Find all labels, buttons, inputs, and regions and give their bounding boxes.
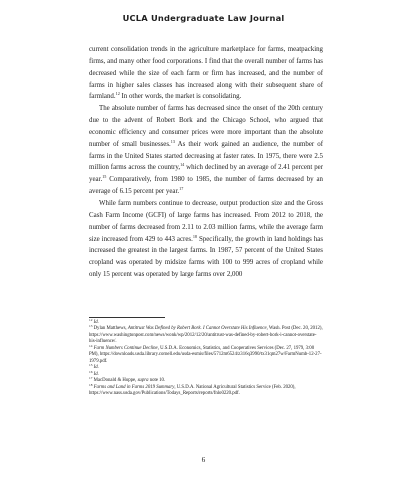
footnote-ref-17[interactable]: 17 bbox=[179, 186, 184, 192]
footnote-14-link[interactable]: , U.S.D.A. Economics, Statistics, and Cooperatives Services (Dec. 27, 1979, 3:00 PM), https://downloads.usda.library.cornell.edu/usda-esmis/files/5712m6524/z316q3990/tx31qm27w/FarmNumb-12-27-1979.pdf. bbox=[89, 345, 322, 364]
main-text bbox=[89, 44, 323, 281]
footnote-divider bbox=[89, 317, 165, 318]
footnote-15: $^{15}$ Id. bbox=[89, 363, 99, 371]
footnotes bbox=[89, 320, 323, 397]
running-header: UCLA Undergraduate Law Journal bbox=[122, 13, 285, 23]
footnote-13-link[interactable]: , Wash. Post (Dec. 20, 2012), https://www.washingtonpost.com/news/wonk/wp/2012/12/20/antitrust-was-defined-by-robert-bork-i-cannot-overstate-his-influence/. bbox=[89, 326, 323, 345]
footnote-18: $^{18}$ Farms and Land in Farms 2019 Summary, U.S.D.A. National Agricultural Statistics Service (Feb. 2020), https://www.nass.usda.gov/Publications/Todays_Reports/reports/fnlo0220.pdf. bbox=[89, 382, 296, 396]
footnote-14: $^{14}$ Farm Numbers Continue Decline, U.S.D.A. Economics, Statistics, and Cooperatives Services (Dec. 27, 1979, 3:00 PM), https://downloads.usda.library.cornell.edu/usda-esmis/files/5712m6524/z316q3990/tx31qm27w/FarmNumb-12-27-1979.pdf. bbox=[89, 343, 322, 364]
footnote-13: $^{13}$ Dylan Matthews, Antitrust Was Defined by Robert Bork. I Cannot Overstate His Influence, Wash. Post (Dec. 20, 2012), https://www.washingtonpost.com/news/wonk/wp/2012/12/20/antitrust-was-defined-by-robert-bork-i-cannot-overstate-his-influence/. bbox=[89, 324, 323, 345]
footnote-ref-18[interactable]: 18 bbox=[192, 233, 197, 239]
paragraph-1: current consolidation trends in the agriculture marketplace for farms, meatpacking firms, and many other food corporations. I find that the overall number of farms has decreased while the size of each farm or firm has increased, and the number of farms in higher sales classes has increased along with their subsequent share of farmland.$^{12}$ In other words, the market is consolidating. bbox=[89, 46, 323, 101]
page-number: 6 bbox=[201, 455, 206, 464]
footnote-17: $^{17}$ MacDonald & Hoppe, supra note 10. bbox=[89, 376, 166, 384]
footnote-ref-15[interactable]: 15 bbox=[102, 174, 107, 180]
footnote-ref-13[interactable]: 13 bbox=[170, 138, 175, 144]
footnote-ref-12[interactable]: 12 bbox=[115, 91, 120, 97]
paragraph-3: While farm numbers continue to decrease, output production size and the Gross Cash Farm Income (GCFI) of large farms has increased. From 2012 to 2018, the number of farms decreased from 2.11 to 2.03 million farms, while the average farm size increased from 429 to 443 acres.$^{18}$ Specifically, the growth in land holdings has increased the greatest in the largest farms. In 1987, 57 percent of the United States cropland was operated by midsize farms with 100 to 999 acres of cropland while only 15 percent was operated by large farms over 2,000 bbox=[89, 199, 324, 279]
paragraph-2: The absolute number of farms has decreased since the onset of the 20th century due to the advent of Robert Bork and the Chicago School, who argued that economic efficiency and consumer prices were more important than the absolute number of small businesses.$^{13}$ As their work gained an audience, the number of farms in the United States started decreasing at faster rates. In 1975, there were 2.5 million farms across the country,$^{14}$ which declined by an average of 2.41 percent per year.$^{15}$ Comparatively, from 1980 to 1985, the number of farms decreased by an average of 6.15 percent per year.$^{17}$ bbox=[89, 105, 323, 196]
footnote-18-link[interactable]: , U.S.D.A. National Agricultural Statistics Service (Feb. 2020), https://www.nass.usda.gov/Publications/Todays_Reports/reports/fnlo0220.pdf. bbox=[89, 384, 296, 396]
footnote-16: $^{16}$ Id. bbox=[89, 369, 99, 377]
footnote-ref-14[interactable]: 14 bbox=[180, 162, 185, 168]
footnote-12: $^{12}$ Id. bbox=[89, 318, 99, 325]
